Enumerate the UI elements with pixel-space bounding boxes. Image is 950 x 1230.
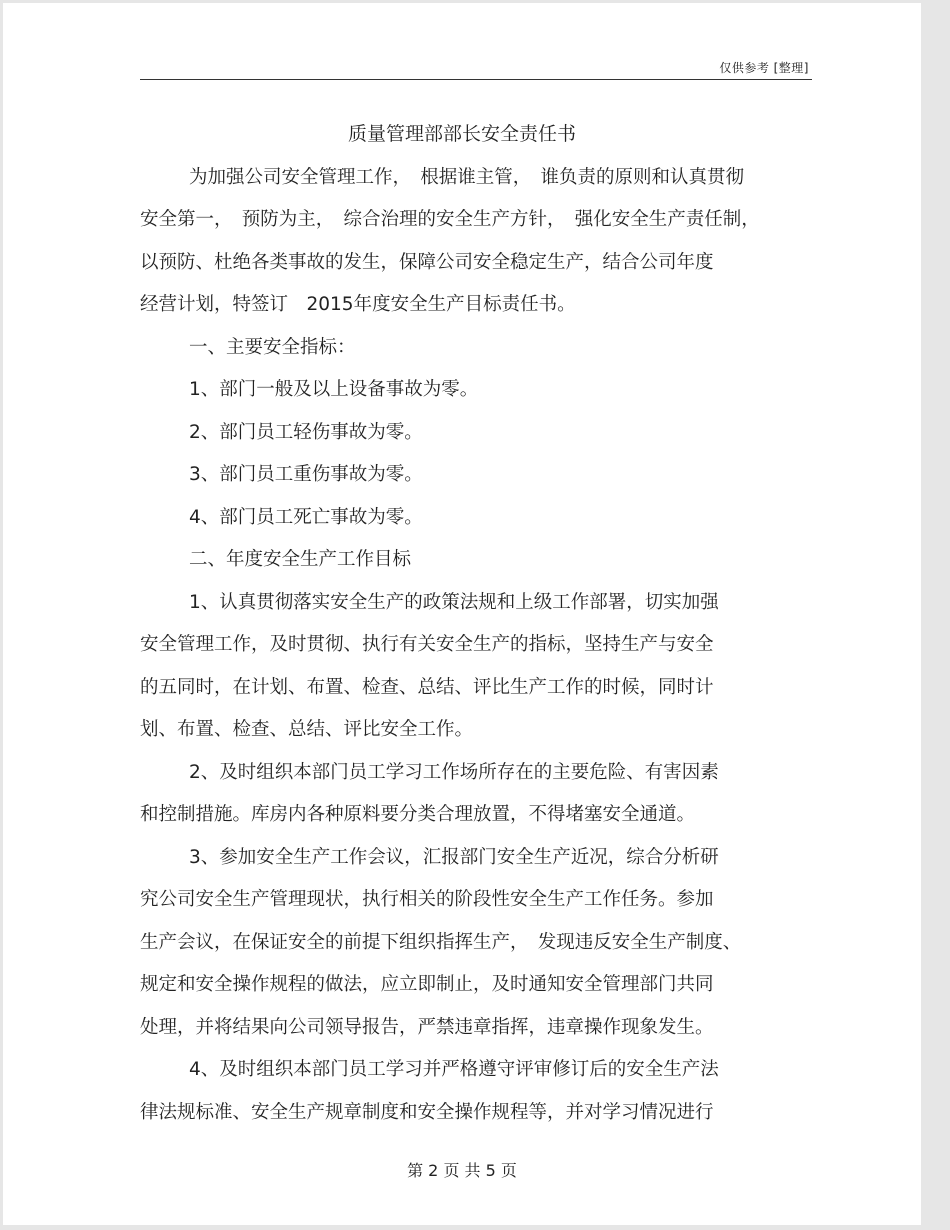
- body-line: 经营计划，特签订 2015年度安全生产目标责任书。: [140, 294, 576, 315]
- body-line: 和控制措施。库房内各种原料要分类合理放置，不得堵塞安全通道。: [140, 804, 696, 825]
- body-line: 处理，并将结果向公司领导报告，严禁违章指挥，违章操作现象发生。: [140, 1017, 714, 1038]
- header-note: 仅供参考 [整理]: [719, 61, 809, 75]
- body-line: 1、认真贯彻落实安全生产的政策法规和上级工作部署，切实加强: [189, 592, 719, 613]
- page-footer: 第 2 页 共 5 页: [407, 1161, 517, 1180]
- body-line: 安全第一， 预防为主， 综合治理的安全生产方针， 强化安全生产责任制，: [140, 209, 760, 230]
- section-heading: 二、年度安全生产工作目标: [189, 549, 412, 570]
- header-rule: [140, 79, 812, 80]
- body-line: 律法规标准、安全生产规章制度和安全操作规程等，并对学习情况进行: [140, 1102, 714, 1123]
- body-line: 的五同时，在计划、布置、检查、总结、评比生产工作的时候，同时计: [140, 677, 714, 698]
- body-line: 安全管理工作，及时贯彻、执行有关安全生产的指标，坚持生产与安全: [140, 634, 714, 655]
- list-item: 2、部门员工轻伤事故为零。: [189, 422, 423, 443]
- list-item: 3、部门员工重伤事故为零。: [189, 464, 423, 485]
- list-item: 4、部门员工死亡事故为零。: [189, 507, 423, 528]
- body-line: 规定和安全操作规程的做法，应立即制止，及时通知安全管理部门共同: [140, 974, 714, 995]
- body-line: 划、布置、检查、总结、评比安全工作。: [140, 719, 474, 740]
- body-line: 3、参加安全生产工作会议，汇报部门安全生产近况，综合分析研: [189, 847, 719, 868]
- body-line: 生产会议，在保证安全的前提下组织指挥生产， 发现违反安全生产制度、: [140, 932, 742, 953]
- body-line: 2、及时组织本部门员工学习工作场所存在的主要危险、有害因素: [189, 762, 719, 783]
- section-heading: 一、主要安全指标：: [189, 337, 356, 358]
- document-page: [3, 3, 921, 1225]
- body-line: 究公司安全生产管理现状，执行相关的阶段性安全生产工作任务。参加: [140, 889, 714, 910]
- body-line: 以预防、杜绝各类事故的发生，保障公司安全稳定生产，结合公司年度: [140, 252, 714, 273]
- document-title: 质量管理部部长安全责任书: [347, 123, 576, 145]
- body-line: 4、及时组织本部门员工学习并严格遵守评审修订后的安全生产法: [189, 1059, 719, 1080]
- list-item: 1、部门一般及以上设备事故为零。: [189, 379, 479, 400]
- body-line: 为加强公司安全管理工作， 根据谁主管， 谁负责的原则和认真贯彻: [189, 167, 745, 188]
